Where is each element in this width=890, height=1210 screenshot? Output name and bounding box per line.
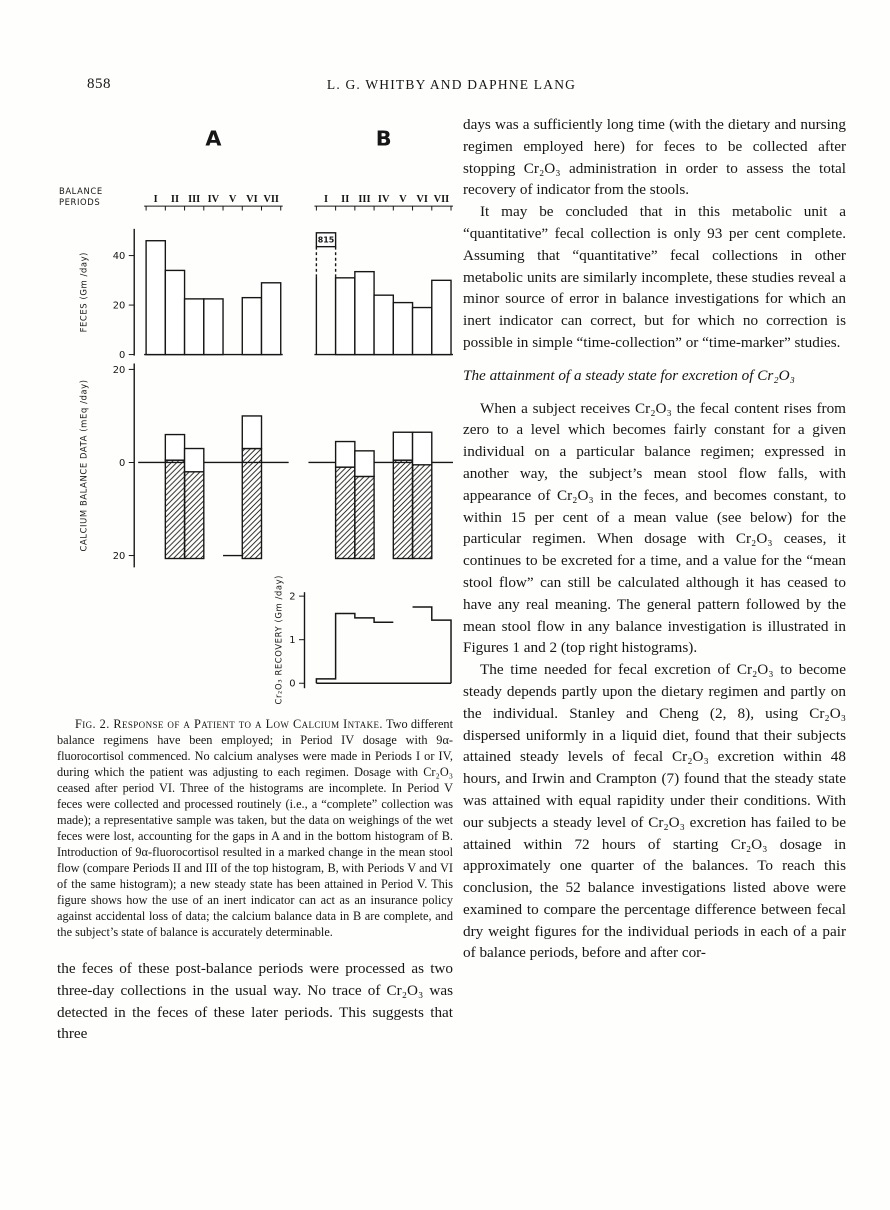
svg-text:V: V [228,194,237,206]
figure-2 [57,114,453,940]
section-heading: The attainment of a steady state for excretion of Cr₂O₃ [463,366,795,384]
svg-text:815: 815 [317,235,335,245]
page-number: 858 [87,76,111,92]
caption-lead: Fig. 2. Response of a Patient to a Low Calcium Intake. [75,717,383,731]
svg-text:IV: IV [207,194,220,206]
svg-text:II: II [341,194,350,206]
running-head: L. G. WHITBY AND DAPHNE LANG [326,77,577,92]
svg-text:2: 2 [289,591,296,603]
svg-text:VII: VII [263,194,279,206]
svg-text:III: III [358,194,371,206]
svg-text:FECES (Gm /day): FECES (Gm /day) [78,251,89,333]
svg-text:Cr₂O₃ RECOVERY (Gm /day): Cr₂O₃ RECOVERY (Gm /day) [273,574,284,705]
svg-text:I: I [153,194,158,206]
svg-text:I: I [323,194,329,206]
right-column [463,114,846,964]
svg-text:II: II [170,194,179,206]
svg-text:III: III [188,194,201,206]
svg-text:20: 20 [112,300,126,312]
figure-2-chart [57,114,453,708]
svg-text:V: V [399,194,407,206]
svg-text:20: 20 [112,364,126,376]
svg-text:0: 0 [119,350,126,362]
svg-text:VI: VI [416,194,428,206]
svg-text:VI: VI [246,194,258,206]
left-paragraph: the feces of these post-balance periods were processed as two three-day collections in the usual way. No trace of Cr₂O₃ was detected in the feces of these later periods. This suggests that three [57,960,453,1043]
svg-text:BALANCE: BALANCE [58,186,103,197]
right-paragraph-4: The time needed for fecal excretion of Cr₂O₃ to become steady depends partly upon the dietary regimen and partly on the individual. Stanley and Cheng (2, 8), using Cr₂O₃ dispersed uniformly in a liquid diet, found that their subjects attained steady levels of fecal Cr₂O₃ excretion within 48 hours, and Irwin and Crampton (7) found that the steady state was attained with equal rapidity under their conditions. With our subjects a steady level of Cr₂O₃ excretion has failed to be attained within 72 hours of starting Cr₂O₃ dosage in approximately one quarter of the balances. To reach this conclusion, the 52 balance investigations listed above were examined to compare the percentage difference between fecal dry weight figures for the individual periods in each of a pair of balance periods, before and after cor- [463,661,846,962]
svg-text:A: A [205,126,222,151]
svg-text:IV: IV [377,194,390,206]
svg-text:B: B [375,126,392,151]
right-paragraph-1: days was a sufficiently long time (with the dietary and nursing regimen employed here) for feces to be collected after stopping Cr₂O₃ administration in order to assess the total recovery of indicator from the stools. [463,116,846,199]
svg-text:CALCIUM BALANCE DATA (mEq /day: CALCIUM BALANCE DATA (mEq /day) [78,379,89,552]
svg-text:VII: VII [433,194,450,206]
svg-text:0: 0 [119,457,126,469]
page-header [57,76,846,94]
caption-body: Two different balance regimens have been employed; in Period IV dosage with 9α-fluorocortisol commenced. No calcium analyses were made in Periods I or IV, during which the patient was adjusting to each regimen. Dosage with Cr₂O₃ ceased after period VI. Three of the histograms are incomplete. In Period V feces were collected and processed routinely (i.e., a “complete” collection was made); a representative sample was taken, but the data on weighings of the wet feces were lost, accounting for the gaps in A and in the bottom histogram of B. Introduction of 9α-fluorocortisol resulted in a marked change in the mean stool flow (compare Periods II and III of the top histogram, B, with Periods V and VI of the same histogram); a new steady state has been attained in Period V. This figure shows how the use of an inert indicator can act as an insurance policy against accidental loss of data; the calcium balance data in B are complete, and the subject’s state of balance is accurately determinable. [57,717,453,939]
right-paragraph-2: It may be concluded that in this metabolic unit a “quantitative” fecal collection is only 93 per cent complete. Assuming that “quantitative” fecal collections in other metabolic units are similarly incomplete, these studies reveal a minor source of error in balance investigations for which an inert indicator can correct, but for which no correction is possible in simple “time-collection” or “time-marker” studies. [463,203,846,351]
svg-text:0: 0 [289,678,296,690]
two-column-layout [57,114,846,1045]
svg-text:40: 40 [112,251,126,263]
svg-text:PERIODS: PERIODS [58,197,101,208]
svg-text:20: 20 [112,551,126,563]
svg-text:1: 1 [289,635,296,647]
right-paragraph-3: When a subject receives Cr₂O₃ the fecal content rises from zero to a level which becomes fairly constant for a given individual on a particular balance regimen; expressed in another way, the subject’s mean stool flow falls, with appearance of Cr₂O₃ in the feces, and becomes constant, to within 15 per cent of a mean value (see below) for the particular regimen. When dosage with Cr₂O₃ ceases, it continues to be excreted for a time, and a value for the “mean stool flow” can still be calculated although it has ceased to have any real meaning. The general pattern followed by the mean stool flow in any balance investigation is illustrated in Figures 1 and 2 (top right histograms). [463,399,846,657]
figure-2-caption [57,716,453,940]
left-column [57,114,453,1045]
